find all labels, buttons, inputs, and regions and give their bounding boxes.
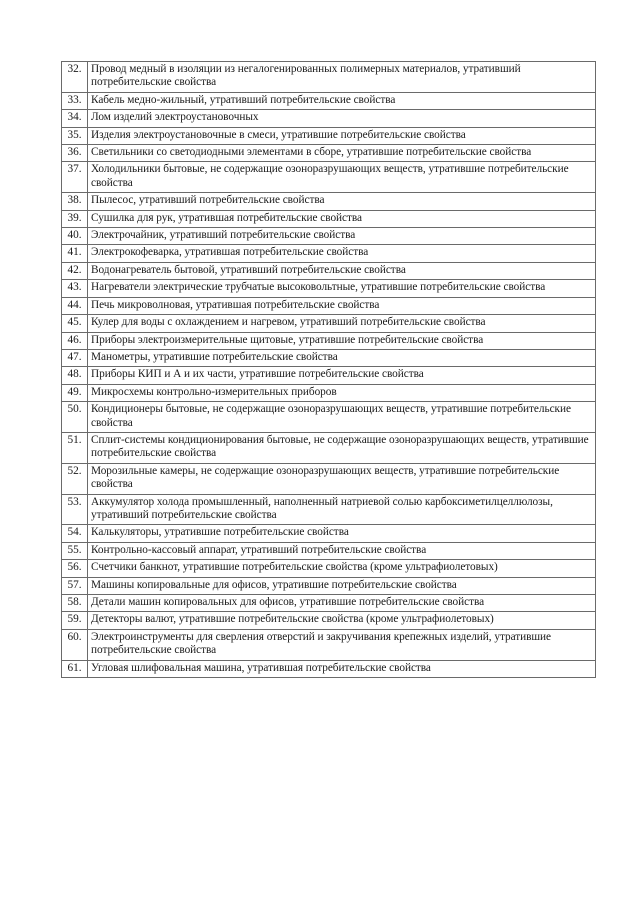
- table-row: [62, 384, 596, 401]
- row-number: 54.: [62, 525, 88, 542]
- row-number: 46.: [62, 332, 88, 349]
- table-row: [62, 402, 596, 433]
- row-description: Приборы КИП и А и их части, утратившие потребительские свойства: [88, 367, 596, 384]
- waste-items-table: [61, 61, 596, 678]
- table-row: [62, 245, 596, 262]
- table-row: [62, 297, 596, 314]
- row-number: 47.: [62, 349, 88, 366]
- row-number: 51.: [62, 432, 88, 463]
- table-row: [62, 560, 596, 577]
- row-description: Кондиционеры бытовые, не содержащие озоноразрушающих веществ, утратившие потребительские свойства: [88, 402, 596, 433]
- table-row: [62, 315, 596, 332]
- row-number: 61.: [62, 660, 88, 677]
- table-row: [62, 612, 596, 629]
- row-description: Водонагреватель бытовой, утративший потребительские свойства: [88, 262, 596, 279]
- row-number: 60.: [62, 629, 88, 660]
- row-description: Приборы электроизмерительные щитовые, утратившие потребительские свойства: [88, 332, 596, 349]
- row-number: 58.: [62, 595, 88, 612]
- table-row: [62, 62, 596, 93]
- row-number: 33.: [62, 92, 88, 109]
- row-description: Холодильники бытовые, не содержащие озоноразрушающих веществ, утратившие потребительские свойства: [88, 162, 596, 193]
- row-number: 50.: [62, 402, 88, 433]
- row-number: 43.: [62, 280, 88, 297]
- row-number: 59.: [62, 612, 88, 629]
- table-row: [62, 494, 596, 525]
- row-description: Провод медный в изоляции из негалогенированных полимерных материалов, утративший потребительские свойства: [88, 62, 596, 93]
- table-row: [62, 629, 596, 660]
- row-description: Детали машин копировальных для офисов, утратившие потребительские свойства: [88, 595, 596, 612]
- table-row: [62, 332, 596, 349]
- row-number: 41.: [62, 245, 88, 262]
- table-row: [62, 162, 596, 193]
- row-number: 53.: [62, 494, 88, 525]
- table-body: [62, 62, 596, 678]
- row-description: Аккумулятор холода промышленный, наполненный натриевой солью карбоксиметилцеллюлозы, утративший потребительские свойства: [88, 494, 596, 525]
- table-row: [62, 577, 596, 594]
- table-row: [62, 525, 596, 542]
- row-description: Лом изделий электроустановочных: [88, 110, 596, 127]
- row-description: Манометры, утратившие потребительские свойства: [88, 349, 596, 366]
- row-description: Сплит-системы кондиционирования бытовые, не содержащие озоноразрушающих веществ, утратившие потребительские свойства: [88, 432, 596, 463]
- table-row: [62, 367, 596, 384]
- table-row: [62, 193, 596, 210]
- row-description: Машины копировальные для офисов, утратившие потребительские свойства: [88, 577, 596, 594]
- row-number: 39.: [62, 210, 88, 227]
- table-row: [62, 262, 596, 279]
- row-description: Электрочайник, утративший потребительские свойства: [88, 228, 596, 245]
- table-row: [62, 660, 596, 677]
- row-description: Угловая шлифовальная машина, утратившая потребительские свойства: [88, 660, 596, 677]
- table-row: [62, 349, 596, 366]
- row-number: 44.: [62, 297, 88, 314]
- row-number: 48.: [62, 367, 88, 384]
- row-number: 56.: [62, 560, 88, 577]
- row-description: Детекторы валют, утратившие потребительские свойства (кроме ультрафиолетовых): [88, 612, 596, 629]
- row-description: Нагреватели электрические трубчатые высоковольтные, утратившие потребительские свойства: [88, 280, 596, 297]
- row-number: 57.: [62, 577, 88, 594]
- table-row: [62, 145, 596, 162]
- table-row: [62, 228, 596, 245]
- row-number: 32.: [62, 62, 88, 93]
- table-row: [62, 210, 596, 227]
- row-description: Контрольно-кассовый аппарат, утративший потребительские свойства: [88, 542, 596, 559]
- row-description: Счетчики банкнот, утратившие потребительские свойства (кроме ультрафиолетовых): [88, 560, 596, 577]
- table-row: [62, 432, 596, 463]
- table-row: [62, 595, 596, 612]
- row-description: Микросхемы контрольно-измерительных приборов: [88, 384, 596, 401]
- row-description: Сушилка для рук, утратившая потребительские свойства: [88, 210, 596, 227]
- row-description: Изделия электроустановочные в смеси, утратившие потребительские свойства: [88, 127, 596, 144]
- row-number: 38.: [62, 193, 88, 210]
- row-number: 52.: [62, 463, 88, 494]
- row-number: 49.: [62, 384, 88, 401]
- table-row: [62, 542, 596, 559]
- row-number: 34.: [62, 110, 88, 127]
- table-row: [62, 280, 596, 297]
- table-row: [62, 110, 596, 127]
- row-number: 45.: [62, 315, 88, 332]
- row-description: Пылесос, утративший потребительские свойства: [88, 193, 596, 210]
- row-number: 37.: [62, 162, 88, 193]
- row-number: 55.: [62, 542, 88, 559]
- row-description: Печь микроволновая, утратившая потребительские свойства: [88, 297, 596, 314]
- row-description: Электрокофеварка, утратившая потребительские свойства: [88, 245, 596, 262]
- row-description: Электроинструменты для сверления отверстий и закручивания крепежных изделий, утратившие потребительские свойства: [88, 629, 596, 660]
- table-row: [62, 127, 596, 144]
- row-description: Кабель медно-жильный, утративший потребительские свойства: [88, 92, 596, 109]
- row-number: 36.: [62, 145, 88, 162]
- row-description: Морозильные камеры, не содержащие озоноразрушающих веществ, утратившие потребительские свойства: [88, 463, 596, 494]
- row-description: Калькуляторы, утратившие потребительские свойства: [88, 525, 596, 542]
- table-row: [62, 92, 596, 109]
- row-number: 40.: [62, 228, 88, 245]
- table-row: [62, 463, 596, 494]
- row-description: Светильники со светодиодными элементами в сборе, утратившие потребительские свойства: [88, 145, 596, 162]
- row-description: Кулер для воды с охлаждением и нагревом, утративший потребительские свойства: [88, 315, 596, 332]
- row-number: 42.: [62, 262, 88, 279]
- row-number: 35.: [62, 127, 88, 144]
